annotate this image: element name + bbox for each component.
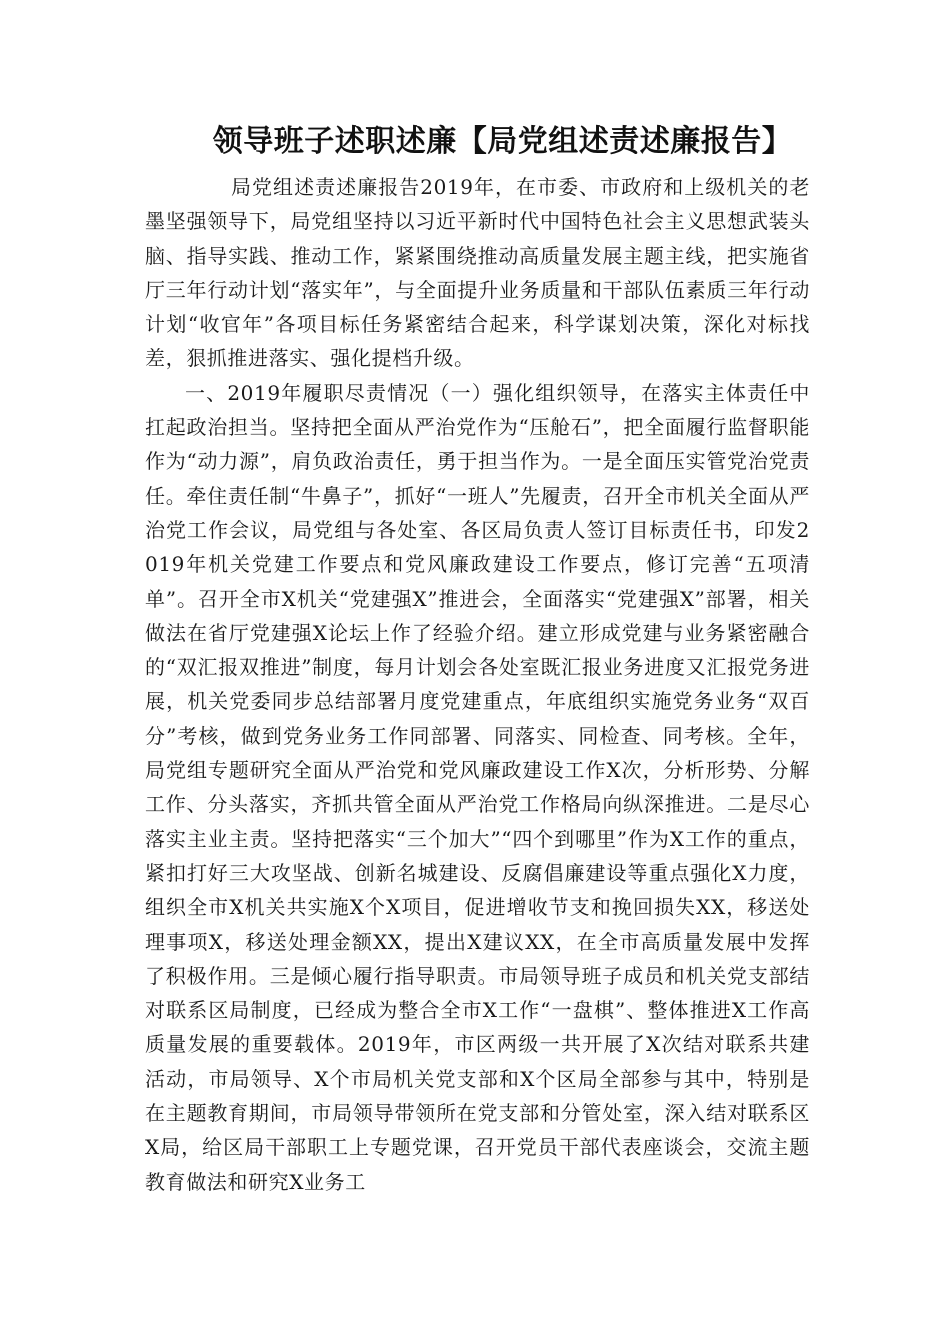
document-page bbox=[145, 118, 810, 1199]
body-paragraph-intro: 局党组述责述廉报告2019年，在市委、市政府和上级机关的老墨坚强领导下，局党组坚持以习近平新时代中国特色社会主义思想武装头脑、指导实践、推动工作，紧紧围绕推动高质量发展主题主线，把实施省厅三年行动计划“落实年”，与全面提升业务质量和干部队伍素质三年行动计划“收官年”各项目标任务紧密结合起来，科学谋划决策，深化对标找差，狠抓推进落实、强化提档升级。 bbox=[145, 175, 810, 371]
document-title: 领导班子述职述廉【局党组述责述廉报告】 bbox=[212, 124, 793, 159]
body-paragraph-section-1: 一、2019年履职尽责情况（一）强化组织领导，在落实主体责任中扛起政治担当。坚持把全面从严治党作为“压舱石”，把全面履行监督职能作为“动力源”，肩负政治责任，勇于担当作为。一是全面压实管党治党责任。牵住责任制“牛鼻子”，抓好“一班人”先履责，召开全市机关全面从严治党工作会议，局党组与各处室、各区局负责人签订目标责任书，印发2019年机关党建工作要点和党风廉政建设工作要点，修订完善“五项清单”。召开全市X机关“党建强X”推进会，全面落实“党建强X”部署，相关做法在省厅党建强X论坛上作了经验介绍。建立形成党建与业务紧密融合的“双汇报双推进”制度，每月计划会各处室既汇报业务进度又汇报党务进展，机关党委同步总结部署月度党建重点，年底组织实施党务业务“双百分”考核，做到党务业务工作同部署、同落实、同检查、同考核。全年，局党组专题研究全面从严治党和党风廉政建设工作X次，分析形势、分解工作、分头落实，齐抓共管全面从严治党工作格局向纵深推进。二是尽心落实主业主责。坚持把落实“三个加大”“四个到哪里”作为X工作的重点，紧扣打好三大攻坚战、创新名城建设、反腐倡廉建设等重点强化X力度，组织全市X机关共实施X个X项目，促进增收节支和挽回损失XX，移送处理事项X，移送处理金额XX，提出X建议XX，在全市高质量发展中发挥了积极作用。三是倾心履行指导职责。市局领导班子成员和机关党支部结对联系区局制度，已经成为整合全市X工作“一盘棋”、整体推进X工作高质量发展的重要载体。2019年，市区两级一共开展了X次结对联系共建活动，市局领导、X个市局机关党支部和X个区局全部参与其中，特别是在主题教育期间，市局领导带领所在党支部和分管处室，深入结对联系区X局，给区局干部职工上专题党课，召开党员干部代表座谈会，交流主题教育做法和研究X业务工 bbox=[145, 380, 810, 1194]
